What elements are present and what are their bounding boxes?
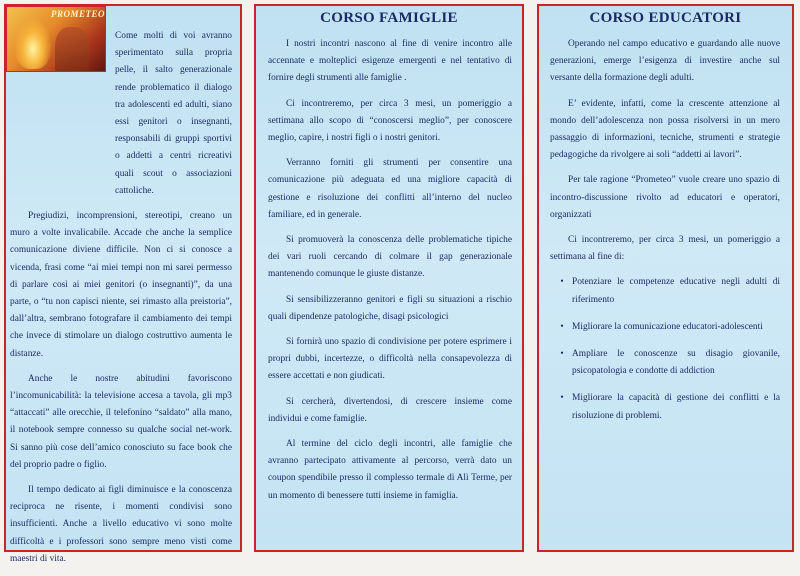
list-item — [552, 319, 780, 336]
paragraph: Ci incontreremo, per circa 3 mesi, un pomeriggio a settimana allo scopo di “conoscersi meglio”, per conoscere meglio, capire, i nostri figli o i nostri genitori. — [268, 98, 512, 144]
paragraph: Il tempo dedicato ai figli diminuisce e la conoscenza reciproca ne risente, i momenti condivisi sono insufficienti. Anche a livello educativo vi sono molte difficoltà e i professori sono sempre meno visti come maestri di vita. — [10, 485, 232, 564]
corso-educatori-title: CORSO EDUCATORI — [589, 10, 742, 26]
paragraph: Ci incontreremo, per circa 3 mesi, un pomeriggio a settimana al fine di: — [550, 235, 780, 263]
paragraph: Verranno forniti gli strumenti per consentire una comunicazione più adeguata ed una migliore capacità di gestione e risoluzione dei conflitti all’interno del nucleo familiare, ed in generale. — [268, 158, 512, 220]
bullet-icon: • — [560, 321, 564, 332]
bullet-icon: • — [560, 349, 564, 360]
paragraph: E’ evidente, infatti, come la crescente attenzione al mondo dell’adolescenza non possa risolversi in un mero passaggio di informazioni, tecniche, strumenti e strategie pedagogiche da rivolgere ai soli “addetti ai lavori”. — [550, 98, 780, 161]
corso-famiglie-title: CORSO FAMIGLIE — [320, 10, 458, 26]
left-column — [10, 28, 232, 576]
paragraph: Per tale ragione “Prometeo” vuole creare uno spazio di incontro-discussione rivolto ad educatori e operatori, organizzati — [550, 175, 780, 220]
list-item — [552, 390, 780, 424]
paragraph: Come molti di voi avranno sperimentato sulla propria pelle, il salto generazionale rende problematico il dialogo tra adolescenti ed adulti, siano essi genitori o insegnanti, responsabili di gruppi sportivi o addetti a centri ricreativi quali scout o associazioni cattoliche. — [115, 31, 232, 196]
list-item-text: Ampliare le conoscenze su disagio giovanile, psicopatologia e condotte di addiction — [572, 349, 780, 377]
logo-text: PROMETEO — [51, 9, 106, 19]
list-item — [552, 274, 780, 308]
bullet-icon: • — [560, 393, 564, 404]
paragraph: Si cercherà, divertendosi, di crescere insieme come individui e come famiglie. — [268, 396, 512, 424]
list-item — [552, 346, 780, 380]
list-item-text: Migliorare la capacità di gestione dei conflitti e la risoluzione di problemi. — [572, 393, 780, 421]
paragraph: Al termine del ciclo degli incontri, alle famiglie che avranno partecipato attivamente al percorso, verrà dato un coupon spendibile presso il complesso termale di Alì Terme, per un momento di benessere tutti insieme in famiglia. — [268, 439, 512, 501]
middle-column — [268, 36, 512, 513]
paragraph: Anche le nostre abitudini favoriscono l’incomunicabilità: la televisione accesa a tavola, gli mp3 “attaccati” alle orecchie, il telefonino “saldato” alla mano, il notebook sempre connesso su qualche social net-work. Si sanno più cose dell’amico conosciuto su face book che del proprio padre o figlio. — [10, 373, 232, 470]
paragraph: Si fornirà uno spazio di condivisione per potere esprimere i propri dubbi, incertezze, o difficoltà nella consapevolezza di essere accettati e non giudicati. — [268, 337, 512, 382]
paragraph: Si promuoverà la conoscenza delle problematiche tipiche dei vari ruoli cercando di colmare il gap generazionale mantenendo comunque le giuste distanze. — [268, 235, 512, 280]
paragraph: Operando nel campo educativo e guardando alle nuove generazioni, emerge l’esigenza di investire anche sul versante della formazione degli adulti. — [550, 39, 780, 84]
bullet-list — [552, 274, 780, 424]
paragraph: Si sensibilizzeranno genitori e figli su situazioni a rischio quali dipendenze patologiche, disagi psicologici — [268, 294, 512, 322]
list-item-text: Potenziare le competenze educative negli adulti di riferimento — [572, 277, 780, 305]
bullet-icon: • — [560, 277, 564, 288]
paragraph: I nostri incontri nascono al fine di venire incontro alle accennate e molteplici esigenze emergenti e nel tentativo di fornire degli strumenti alle famiglie . — [268, 39, 512, 84]
paragraph: Pregiudizi, incomprensioni, stereotipi, creano un muro a volte invalicabile. Accade che anche la semplice comunicazione diviene difficile. Non ci si conosce a vicenda, frasi come “ai miei tempi non mi sarei permesso di parlare così ai miei genitori (o insegnanti)”, da una parte, o “tu non capisci niente, sei rimasto alla preistoria”, dall’altra, sembrano fotografare il cambiamento dei tempi che invece di stimolare un dialogo costruttivo aumenta le distanze. — [10, 211, 232, 359]
list-item-text: Migliorare la comunicazione educatori-adolescenti — [572, 321, 763, 332]
right-column — [550, 36, 780, 435]
